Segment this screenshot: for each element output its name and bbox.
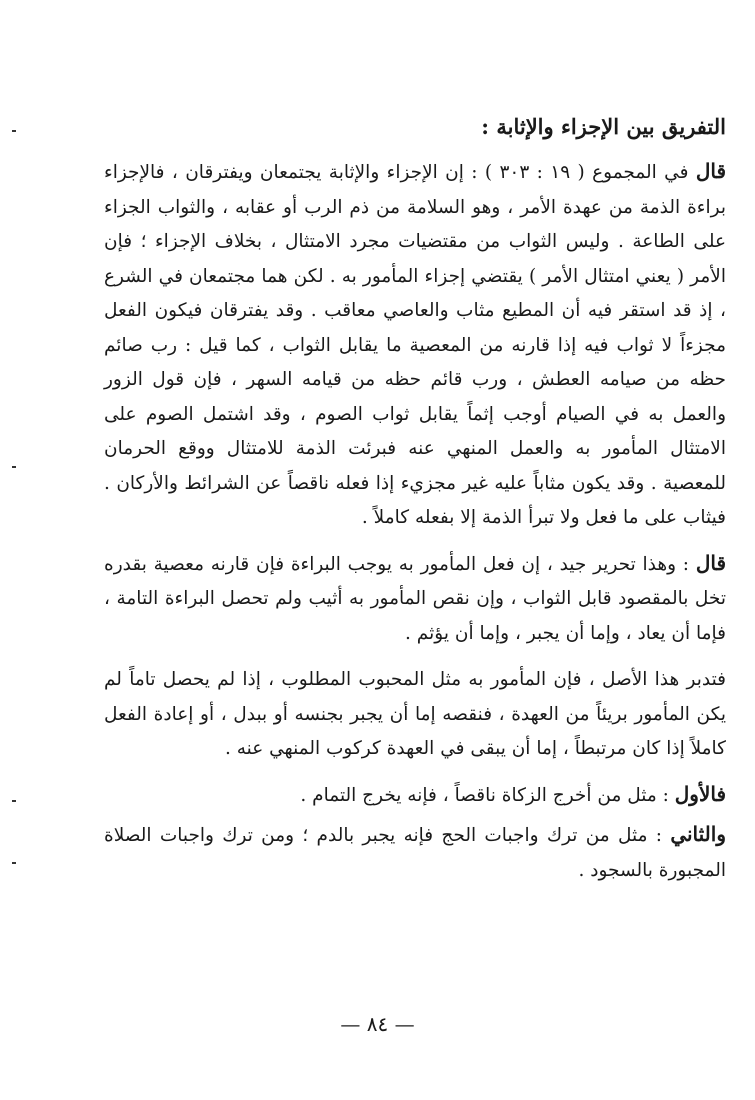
paragraph	[104, 777, 726, 814]
paragraph-lead: فالأول	[674, 781, 726, 806]
paragraph-text: : مثل من ترك واجبات الحج فإنه يجبر بالدم ؛ ومن ترك واجبات الصلاة المجبورة بالسجود .	[104, 825, 726, 881]
paragraph-lead: والثاني	[670, 822, 726, 846]
paragraph	[104, 154, 726, 536]
paragraph-lead: قال	[695, 550, 726, 575]
document-page	[104, 108, 726, 898]
paragraph	[104, 661, 726, 767]
margin-mark	[12, 800, 16, 802]
paragraph	[104, 546, 726, 652]
page-number: — ٨٤ —	[340, 1012, 415, 1036]
margin-mark	[12, 466, 16, 468]
section-heading: التفريق بين الإجزاء والإثابة :	[481, 114, 726, 139]
margin-mark	[12, 130, 16, 132]
paragraph-text: فتدبر هذا الأصل ، فإن المأمور به مثل المحبوب المطلوب ، إذا لم يحصل تاماً لم يكن المأمور بريئاً من العهدة ، فنقصه إما أن يجبر بجنسه أو ببدل ، أو إعادة الفعل كاملاً إذا كان مرتبطاً ، إما أن يبقى في العهدة كركوب المنهي عنه .	[104, 669, 726, 759]
margin-mark	[12, 862, 16, 864]
paragraph	[104, 817, 726, 888]
paragraph-lead: قال	[695, 159, 726, 183]
paragraph-text: : وهذا تحرير جيد ، إن فعل المأمور به يوجب البراءة فإن قارنه معصية بقدره تخل بالمقصود قابل الثواب ، وإن نقص المأمور به أثيب ولم تحصل البراءة التامة ، فإما أن يعاد ، وإما أن يجبر ، وإما أن يؤثم .	[104, 553, 726, 644]
paragraph-text: في المجموع ( ١٩ : ٣٠٣ ) : إن الإجزاء والإثابة يجتمعان ويفترقان ، فالإجزاء براءة الذمة من عهدة الأمر ، وهو السلامة من ذم الرب أو عقابه ، والثواب الجزاء على الطاعة . وليس الثواب من مقتضيات مجرد الامتثال ، بخلاف الإجزاء ؛ فإن الأمر ( يعني امتثال الأمر ) يقتضي إجزاء المأمور به . لكن هما مجتمعان في الشرع ، إذ قد استقر فيه أن المطيع مثاب والعاصي معاقب . وقد يفترقان فيكون الفعل مجزءاً لا ثواب فيه إذا قارنه من المعصية ما يقابل الثواب ، كما قيل : رب صائم حظه من صيامه العطش ، ورب قائم حظه من قيامه السهر ، فإن قول الزور والعمل به في الصيام أوجب إثماً يقابل ثواب الصوم ، وقد اشتمل الصوم على الامتثال المأمور به والعمل المنهي عنه فبرئت الذمة للامتثال ووقع الحرمان للمعصية . وقد يكون مثاباً عليه غير مجزيء إذا فعله ناقصاً عن الشرائط والأركان . فيثاب على ما فعل ولا تبرأ الذمة إلا بفعله كاملاً .	[104, 162, 726, 528]
paragraph-text: : مثل من أخرج الزكاة ناقصاً ، فإنه يخرج التمام .	[300, 784, 675, 806]
